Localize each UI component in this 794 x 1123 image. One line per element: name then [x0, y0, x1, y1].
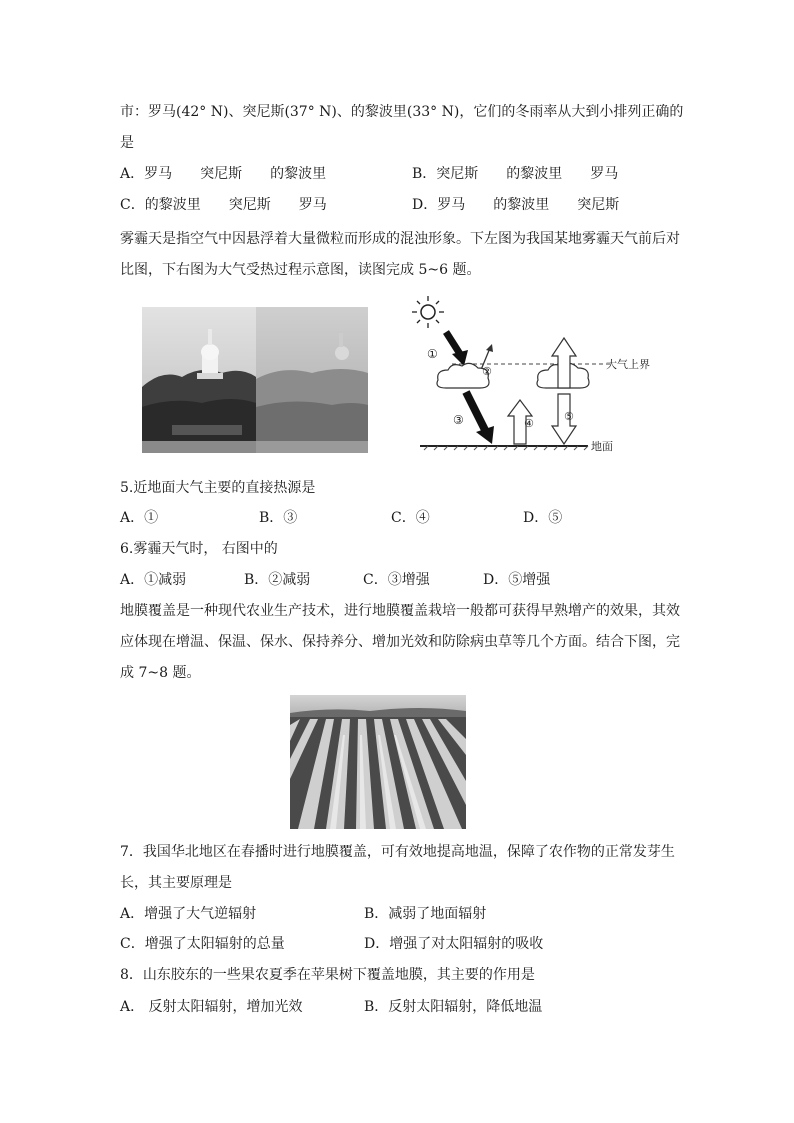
- label-2: ②: [482, 365, 492, 378]
- q8-option-a: A． 反射太阳辐射，增加光效: [120, 999, 303, 1015]
- film-intro-line1: 地膜覆盖是一种现代农业生产技术，进行地膜覆盖栽培一般都可获得早熟增产的效果，其效: [120, 603, 680, 619]
- haze-comparison-photo: [142, 307, 368, 453]
- haze-intro-line1: 雾霾天是指空气中因悬浮着大量微粒而形成的混浊形象。下左图为我国某地雾霾天气前后对: [120, 231, 680, 247]
- q7-option-a: A．增强了大气逆辐射: [120, 906, 257, 922]
- q6-option-b: B．②减弱: [244, 572, 311, 588]
- q6-stem: 6.雾霾天气时， 右图中的: [120, 541, 278, 557]
- q5-option-c: C．④: [391, 510, 430, 526]
- q8-option-b: B．反射太阳辐射，降低地温: [364, 999, 543, 1015]
- q5-stem: 5.近地面大气主要的直接热源是: [120, 480, 316, 496]
- q4-option-d: D．罗马 的黎波里 突尼斯: [412, 197, 620, 213]
- sun-icon: [412, 296, 444, 328]
- q6-option-c: C．③增强: [363, 572, 430, 588]
- q5-option-d: D．⑤: [523, 510, 563, 526]
- q7-option-b: B．减弱了地面辐射: [364, 906, 487, 922]
- q5-option-a: A．①: [120, 510, 159, 526]
- q5-option-b: B．③: [259, 510, 298, 526]
- q4-stem-line2: 是: [120, 135, 134, 151]
- q6-option-a: A．①减弱: [120, 572, 187, 588]
- q6-option-d: D．⑤增强: [483, 572, 551, 588]
- plastic-film-field-photo: [290, 695, 466, 829]
- label-4: ④: [524, 417, 534, 430]
- q7-stem-line1: 7．我国华北地区在春播时进行地膜覆盖，可有效地提高地温，保障了农作物的正常发芽生: [120, 844, 675, 860]
- q7-option-c: C．增强了太阳辐射的总量: [120, 936, 285, 952]
- label-1: ①: [427, 347, 438, 361]
- label-3: ③: [453, 413, 464, 427]
- q4-stem-line1: 市：罗马(42° N)、突尼斯(37° N)、的黎波里(33° N)，它们的冬雨率从大到小排列正确的: [120, 104, 684, 120]
- film-intro-line2: 应体现在增温、保温、保水、保持养分、增加光效和防除病虫草等几个方面。结合下图，完: [120, 634, 680, 650]
- ground-label: 地面: [591, 440, 613, 453]
- label-5: ⑤: [564, 410, 574, 423]
- q4-option-b: B．突尼斯 的黎波里 罗马: [412, 166, 619, 182]
- q4-option-a: A．罗马 突尼斯 的黎波里: [120, 166, 327, 182]
- haze-intro-line2: 比图，下右图为大气受热过程示意图，读图完成 5~6 题。: [120, 262, 481, 278]
- q8-stem: 8．山东胶东的一些果农夏季在苹果树下覆盖地膜，其主要的作用是: [120, 967, 535, 983]
- atmosphere-heating-diagram: [410, 292, 670, 457]
- q7-option-d: D．增强了对太阳辐射的吸收: [364, 936, 544, 952]
- q7-stem-line2: 长，其主要原理是: [120, 875, 232, 891]
- upper-boundary-label: 大气上界: [606, 358, 650, 371]
- film-intro-line3: 成 7~8 题。: [120, 665, 201, 681]
- q4-option-c: C．的黎波里 突尼斯 罗马: [120, 197, 327, 213]
